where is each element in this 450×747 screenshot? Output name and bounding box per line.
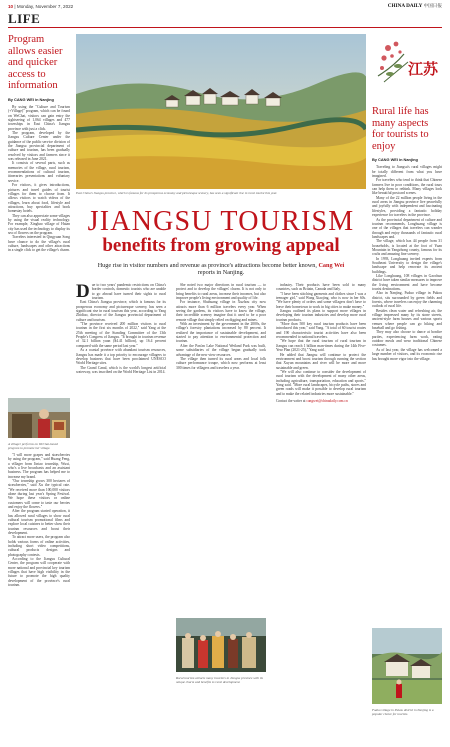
left-article [8,34,70,253]
paragraph: They can also appreciate some villages by using the visual reality technology. For example, Xingbao village of Haian city has used the technology to display its sea of flowers on the program. [8,213,70,235]
paragraph: "I will more grapes and strawberries by using the program," said Huang Feng, a villager from Jintao township, Wuxi, who's a live broadcasts and an assistant business. The program has helped me to increase my brand. [8,452,70,479]
paragraph: For travelers who tend to think that Chinese farmers live in poor conditions, the rural tours can help them to rethink. Many villages look like beautiful postcard scenes. [372,178,442,196]
main-deck [90,262,352,277]
paragraph: As of last year, the village has welcomed a large number of visitors, and its economic rise has brought more vigor into the village. [372,347,442,361]
paragraph: With an investment by the government in the 2000s, the village's forestry plantations increased by 80 percent. It realized the importance of sustainable development, and started to pay attention to environmental protection and tourism. [176,322,266,344]
section-rule [8,27,442,28]
landscape-illustration [76,34,366,189]
paragraph: Traveling to Jiangsu's rural villages might be totally different from what you have imagined. [372,165,442,179]
paragraph: "More than 500 key rural tourism products have been introduced this year," said Yang. "A total of 60 tourist routes and 190 characteristic tourist activities have also been recommended to national travelers. [276,322,366,340]
paragraph: Many of the 22 million people living in the rural areas in Jiangsu province live peacefully and joyfully with independent and fascinating lifestyles, providing a fantastic holiday experience for travelers in the province. [372,195,442,218]
paragraph: "We will also continue to consider the development of rural tourism with the development of many other areas, including agriculture, transportation, education and sports." Yang said. "More rural landscapes, bicycle paths, stores and green roads will make it possible to develop rural tourism and to make the related industries more sustainable." [276,369,366,396]
paragraph: After the program started operation, it has allowed rural villages to show rural cultural tourism promotional films and explore local cuisines to better show their tourism resources and boost their development. [8,509,70,535]
contact-label: Contact the writer at [276,398,306,403]
left-article-body [8,105,70,253]
right-image-caption: Fuduo village in Pukou district in Nanjing is a popular choice for tourists. [372,708,434,716]
paragraph: Besides clean water and refreshing air, the village impressed many by its stone streets, ancient-style farm houses and various sports venues where people can go hiking and baseball and go fishing. [372,308,442,331]
paragraph: Jiangsu outlined its plans to support more villages in developing their tourism industries and develop more rural tourism products. [276,309,366,322]
section-label: LIFE [8,11,41,26]
paragraph: "The province received 200 million visitors to rural tourism in the first six months of 2022," said Yang at the 25th meeting of the Standing Committee of the 13th People's Congress of Jiangsu. "It brought in tourism revenue of 32.1 billion yuan ($4.41 billion), up 16.4 percent compared with the same period last year." [76,322,166,348]
paragraph: In 1993, Longhuang invited experts from Southeast University to design the village's landscape and help renovate its ancient buildings. [372,256,442,274]
right-image-block [372,628,442,714]
paragraph: industry. Their products have been sold to many countries, such as Britain, Canada and Italy. [276,283,366,292]
main-article-column-2 [176,283,266,370]
paragraph: Travelers interested in Qingyuan Song have chance to do the village's rural culture, landscapes and other attractions in a single click to get the village's charm. [8,235,71,253]
deck-author: Cang Wei [318,262,345,269]
deck-end: reports in Nanjing. [197,269,245,277]
right-article-headline: Rural life has many aspects for tourists to enjoy [372,106,429,152]
dropcap: D [76,281,90,302]
paragraph: According to the Jiangsu Cultural Center, the program will cooperate with more national and provincial key tourism villages that have high visibility in the future to promote the high quality development of the province's rural tourism. [8,557,70,588]
main-article-column-3 [276,283,366,403]
left-article-byline: By CANG WEI in Nanjing [8,96,54,102]
paragraph [76,283,166,300]
left-image-caption: A villager performs on WeChat-based program to promote her village. [8,442,58,450]
paragraph: He added that Jiangsu will continue to protect the environment and boost tourism through running the section that Xuyun mountains and river will be more and more sustainable and green. [276,352,366,370]
mid-image-caption: Rural tourism attracts many travelers to Jiangsu province with its unique charm and benefits to rural development. [176,676,263,684]
right-article-body [372,165,442,360]
left-article-headline: Program allows easier and quicker access to information [8,34,63,92]
contact-line [276,399,366,403]
seal-text: 江苏 [408,60,439,78]
deck-text: Huge rise in visitor numbers and revenue as province's attractions become better known, [97,262,317,269]
right-article [372,106,442,361]
left-article-image-block [8,398,70,587]
page-folio: 10 | Monday, November 7, 2022 [8,4,74,9]
mid-image-block [176,618,266,685]
paragraph: Like Longhuang, 108 villages in Gaochun district have taken similar measures to improve the living environment and have become tourist destinations. [372,273,442,291]
paragraph: To attract more users, the program also holds various forms of online activities, including short video competitions, cultural products designs and photography contests. [8,535,70,557]
main-photo [76,34,366,189]
brand-name-cn: 中国日报 [423,3,442,8]
paragraph: The Grand Canal, which is the world's longest artificial waterway, was inscribed on the World Heritage List in 2014. [76,365,166,374]
main-article-column-1 [76,283,166,374]
paragraph: They may also choose to dance at bonfire parties, experiencing farm work, eating outdoor meals and wear traditional Chinese costumes. [372,330,442,348]
paragraph: She noted two major directions in rural tourism — to protect and to develop the villages' charm. It is not only to bring benefits to rural areas, increase their incomes, but also improve people's living environment and quality of life. [176,283,266,301]
paragraph: As a coastal province with abundant tourism resources, Jiangsu has made it a top priority to encourage villagers to develop business that have been proclaimed UNESCO World Heritage sites. [76,348,166,366]
folk-performance-photo [176,618,266,672]
main-subheadline: benefits from growing appeal [102,235,340,256]
paragraph: "I have been stitching garments and clothes since I was a teenager girl," said Wang Xiaojing, who is now in her 60s. "We have plenty of orders and some villagers don't have to leave their hometown to work in big cities to make money." [276,291,366,309]
contact-email[interactable]: cangwei@chinadaily.com.cn [306,398,348,403]
right-article-byline: By CANG WEI in Nanjing [372,157,418,163]
paragraph: After the Pan'an Lake National Wetland Park was built, some subsidiaries of the village began gradually took advantage of the new view resources. [176,343,266,357]
left-article-body-continued [8,453,70,588]
page-number: 10 [8,4,14,9]
paragraph: For visitors, it gives introductions, pictures and travel guides of tourist villages for them to choose from. It allows visitors to watch videos of the villages, learn about food, lifestyle and attractions, buy specialties and book homestay hotels. [8,183,70,214]
paragraph: The village, which has 44 people from 31 households, is located at the foot of Yuan Mountain in Yangzhong county, famous for its crafts and amazing fine scenery. [372,239,442,257]
brand-name: CHINA DAILY [387,3,423,9]
paragraph: The program, developed by the Jiangsu Culture Center under the guidance of the public service division of the Jiangsu provincial department of culture and tourism, has been gradually resolved by visitors and farmers since it was released in June 2021. [8,131,70,162]
main-photo-caption: East China's Jiangsu province, which is famous for its prosperous economy and picturesque scenery, has seen a significant rise in rural tourist this year. [76,191,278,195]
paragraph: As the provincial department of culture and tourism recommends, Longhuang village is one of the villages that travelers can wander through and enjoy thousands of fantastic rural landscapes and. [372,217,442,239]
villager-photo [8,398,70,438]
paragraph: East China's Jiangsu province, which is famous for its prosperous economy and picturesque scenery, has seen a significant rise in rural tourism this year, according to Yang Zhidiao, director of the Jiangsu provincial department of culture and tourism. [76,300,166,322]
village-photo [372,628,442,704]
masthead-brand [388,3,442,9]
first-paragraph-text: ue to two years' pandemic restrictions on China's border controls, domestic tourists who are unable to go abroad have turned their sights to rural tourism. [91,283,166,301]
issue-date: Monday, November 7, 2022 [16,4,74,9]
paragraph: "We hope that the rural tourism of rural tourism in Jiangsu can reach 1 billion man-times during the 14th Five-Year Plan (2021-25)," Yang said. [276,339,366,353]
paragraph: By using the "Culture and Tourism (+Village)" program, which can be found on WeChat, visitors can gain entry the sightseeing of 1,064 villages and 477 townships in East China's Jiangsu province with just a click. [8,104,70,131]
jiangsu-seal [374,36,438,102]
main-headline: JIANGSU TOURISM [87,206,355,237]
paragraph: It consists of several parts, such as memories of the village, rural tourism, recommendations of cultural tourism, itineraries presentations and voluntary service. [8,161,70,183]
paragraph: The village then turned its rural areas and local folk culture performance troupe, which now performs at least 300 times for villagers and travelers a year. [176,356,266,370]
paragraph: Also in Nanjing, Fuduo village in Pukou district, sits surrounded by green fields and forests, where travelers can enjoy the charming outlook of rural life. [372,291,442,309]
paragraph: "Our township grows 300 hectares of strawberries," said Xu the typical rate. "We received more than 100,000 visitors alone during last year's Spring Festival. We hope these visitors or online customers will come to taste our berries and enjoy the flowers." [8,478,70,509]
paragraph: For instance, Shuhuang village in Xuzhou city now attracts more than 6 million travelers every year. When seeing the gardens, its visitors have to know the village, their incredible scenery imagine that it used to be a poor remote village that simply relied on digging and mines. [176,300,266,322]
